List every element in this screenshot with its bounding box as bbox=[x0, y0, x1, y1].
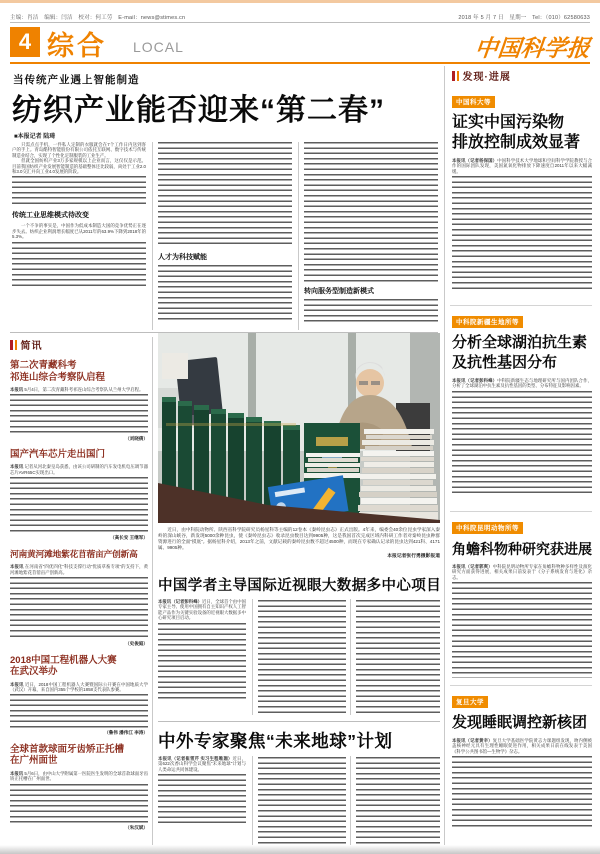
article-a-column-1 bbox=[158, 599, 246, 715]
brief-title: 在武汉举办 bbox=[10, 666, 58, 678]
brief-signature: （刘晓倩） bbox=[125, 435, 148, 441]
brief-signature: （鲁伟 潘伟江 李涛） bbox=[104, 729, 148, 735]
column-rule bbox=[252, 599, 253, 715]
briefs-column bbox=[10, 337, 148, 831]
brief-title: 河南黄河滩地紫花苜蓿亩产创新高 bbox=[10, 548, 138, 559]
article-b-column-1 bbox=[158, 756, 246, 846]
brief-item bbox=[10, 360, 148, 442]
body-text-greeked bbox=[158, 623, 246, 699]
page-number-badge: 4 bbox=[10, 27, 40, 57]
lead-headline: 纺织产业能否迎来“第二春” bbox=[12, 94, 385, 127]
body-text-greeked bbox=[10, 784, 148, 824]
rail-headline: 发现睡眠调控新核团 bbox=[452, 714, 588, 731]
brief-lead: 记者从河北秦皇岛获悉，由该公司研制的汽车发电机电压调节器芯片AVR65C实现出口。 bbox=[10, 464, 148, 475]
top-accent-strip bbox=[0, 0, 600, 3]
body-text-greeked bbox=[10, 694, 148, 728]
brief-item bbox=[10, 655, 148, 736]
briefs-header-label: 简讯 bbox=[20, 341, 43, 352]
article-a-column-3 bbox=[356, 600, 440, 714]
rail-lead: 中国科学技术大学地球和空间科学学院教授与合作的国际团队发现，美国氮氧化物排放下降速度自2011年以来大幅减缓。 bbox=[452, 158, 592, 174]
lead-column-3 bbox=[304, 142, 438, 330]
brief-lead-label: 本报讯 bbox=[10, 770, 24, 776]
article-b-column-2 bbox=[258, 757, 346, 845]
article-a-column-2 bbox=[258, 600, 346, 714]
rail-headline: 证实中国污染物 bbox=[452, 114, 565, 131]
rail-divider bbox=[444, 66, 445, 846]
red-bar-icon bbox=[452, 71, 455, 81]
body-text-greeked bbox=[10, 394, 148, 434]
brief-lead: 在河南省“四优四化”科技支撑行动“优质草畜专项”的支持下，黄河滩地紫花苜蓿亩产创新高。 bbox=[10, 564, 148, 575]
red-bar-icon bbox=[10, 340, 13, 350]
article-b-headline: 中外专家聚焦“未来地球”计划 bbox=[158, 731, 393, 751]
news-photo bbox=[158, 333, 440, 523]
rail-section bbox=[452, 691, 592, 830]
column-rule bbox=[252, 756, 253, 846]
body-text-greeked bbox=[12, 242, 146, 288]
rail-headline: 排放控制成效显著 bbox=[452, 134, 581, 151]
body-text-greeked bbox=[10, 477, 148, 533]
section-title-cn: 综合 bbox=[47, 31, 107, 61]
header-divider bbox=[10, 22, 590, 23]
brief-title: 全球首款球面牙齿矫正托槽 bbox=[10, 743, 125, 755]
body-text-greeked bbox=[158, 265, 292, 323]
column-rule bbox=[298, 142, 299, 330]
rail-lead-label: 本报讯（记者郭爽） bbox=[452, 564, 493, 569]
rail-rule bbox=[450, 511, 592, 512]
rail-badge: 中科院昆明动物所等 bbox=[452, 522, 523, 534]
body-text-greeked bbox=[158, 142, 292, 248]
brief-lead: 近日，2018中国工程机器人大赛暨国际公开赛在中国地质大学（武汉）开幕，来自国内355个学校的1858支代表队参赛。 bbox=[10, 681, 148, 692]
date-line: 2018 年 5 月 7 日 星期一 Tel：（010）62580633 bbox=[458, 15, 590, 21]
brief-signature: （高长安 王继军） bbox=[109, 534, 148, 540]
brief-item bbox=[10, 449, 148, 541]
page-bottom-edge bbox=[0, 845, 600, 854]
column-rule bbox=[350, 756, 351, 846]
rail-lead: 中科院新疆生态与地理研究所与国内团队合作，分析了全球湖泊中抗生素及抗性基因的类型、分布特征及影响因素。 bbox=[452, 378, 592, 389]
rail-rule bbox=[450, 305, 592, 306]
lead-column-1 bbox=[12, 142, 146, 330]
column-rule bbox=[350, 599, 351, 715]
brief-title: 国产汽车芯片走出国门 bbox=[10, 448, 106, 460]
brief-lead: 5月4日，第二次青藏科考祁连山综合考察队从兰州大学启程。 bbox=[23, 387, 144, 392]
article-b-lead: 近日，第622次香山科学会议聚焦“未来地球”计划与人类命运共同体建设。 bbox=[158, 756, 246, 772]
body-text-greeked bbox=[452, 582, 592, 678]
masthead-rule bbox=[10, 62, 590, 64]
lead-byline: ■本报记者 陆琦 bbox=[14, 134, 56, 140]
brief-item bbox=[10, 744, 148, 831]
column-rule bbox=[152, 142, 153, 330]
brief-title: 第二次青藏科考 bbox=[10, 360, 77, 371]
article-b-column-3 bbox=[356, 757, 440, 845]
rail-badge: 中国科大等 bbox=[452, 96, 495, 108]
brief-title: 祁连山综合考察队启程 bbox=[10, 371, 106, 383]
lead-subhead-1: 传统工业思维模式待改变 bbox=[12, 212, 89, 220]
brief-title: 2018中国工程机器人大赛 bbox=[10, 654, 117, 666]
photo-credit: 本报记者张行勇摄影报道 bbox=[387, 554, 440, 559]
section-divider bbox=[158, 721, 440, 722]
rail-badge: 复旦大学 bbox=[452, 696, 488, 708]
orange-bar-icon bbox=[457, 71, 459, 81]
body-text-greeked bbox=[452, 176, 592, 292]
newspaper-logo: 中国科学报 bbox=[473, 35, 592, 62]
rail-lead: 复旦大学基础医学院黄志力课题组发现，吻内侧被盖核神经元具有生理性睡眠促进作用，相关成果日前在线发表于美国《科学公共图书馆—生物学》杂志。 bbox=[452, 738, 592, 754]
rail-section bbox=[452, 311, 592, 493]
rail-headline: 分析全球湖泊抗生素 bbox=[452, 334, 588, 351]
briefs-header bbox=[10, 337, 148, 352]
rail-headline: 角蟾科物种研究获进展 bbox=[452, 541, 592, 557]
brief-lead-label: 本报讯 bbox=[10, 464, 24, 470]
brief-lead: 5月6日，由中山大学附属第一医院医生发明的全球首款球面牙齿矫正托槽在广州面世。 bbox=[10, 770, 148, 782]
rail-header bbox=[452, 68, 592, 83]
rail-headline: 及抗性基因分布 bbox=[452, 354, 558, 371]
brief-signature: （史俊庭） bbox=[125, 640, 148, 646]
photo-illustration bbox=[158, 333, 440, 523]
rail-lead: 中科院昆明动物所专家在角蟾科物种多样性及演化研究方面获得进展，相关成果日前发表于《分子系统发育与进化》杂志。 bbox=[452, 564, 592, 580]
brief-signature: （朱汉斌） bbox=[125, 825, 148, 831]
editors-line: 主编：肖洁 编辑：闫洁 校对：何工劳 E-mail：news@stimes.cn bbox=[10, 15, 186, 21]
brief-lead-label: 本报讯 bbox=[10, 387, 24, 392]
lead-column-2 bbox=[158, 142, 292, 330]
section-title-en: LOCAL bbox=[133, 39, 184, 55]
rail-section bbox=[452, 91, 592, 292]
body-text-greeked bbox=[304, 142, 438, 282]
column-rule bbox=[152, 337, 153, 847]
lead-kicker: 当传统产业遇上智能制造 bbox=[13, 74, 140, 86]
rail-lead-label: 本报讯（记者彭科峰） bbox=[452, 378, 498, 383]
body-text-greeked bbox=[12, 176, 146, 206]
rail-lead-label: 本报讯（记者杨保国） bbox=[452, 158, 498, 163]
lead-paragraph-3: 一个不争的事实是，中国作为低成本制造大国的竞争优势正在逐步失去。纺织企业利润增长幅度已从2011年的63.9%下降到2018年的5.3%。 bbox=[12, 223, 146, 240]
rail-lead-label: 本报讯（记者黄辛） bbox=[452, 738, 493, 743]
brief-title: 在广州面世 bbox=[10, 755, 58, 767]
brief-item bbox=[10, 549, 148, 647]
rail-section bbox=[452, 517, 592, 678]
article-a-headline: 中国学者主导国际近视眼大数据多中心项目 bbox=[158, 578, 442, 594]
brief-lead-label: 本报讯 bbox=[10, 564, 24, 570]
body-text-greeked bbox=[10, 577, 148, 639]
lead-paragraph-2: 但就全国纺织产业3万多家规模以上企业而言，这仅仅是示范。目前我国纺织产业发展智能制造的基础整体还比较弱，尚处于工业2.0和3.0交汇并向工业4.0发展的阶段。 bbox=[12, 158, 146, 175]
article-b-lead-label: 本报讯（记者崔雪芹 实习生程唯珈） bbox=[158, 756, 233, 761]
rail-badge: 中科院新疆生地所等 bbox=[452, 316, 523, 328]
lead-subhead-2: 人才为科技赋能 bbox=[158, 254, 207, 261]
lead-subhead-3: 转向服务型制造新模式 bbox=[304, 288, 374, 295]
body-text-greeked bbox=[158, 774, 246, 826]
article-a-lead: 近日，全球首个由中国专家主导、使用中国拥有自主知识产权人工智能产品作为关键实验设备的近视眼大数据多中心研究项目启动。 bbox=[158, 599, 246, 621]
body-text-greeked bbox=[452, 391, 592, 493]
rail-header-label: 发现·进展 bbox=[462, 72, 511, 83]
brief-lead-label: 本报讯 bbox=[10, 681, 24, 687]
photo-caption-block bbox=[158, 527, 440, 559]
photo-caption: 近日，由中科院动物所、陕西省科学院研究员杨星科等主编的12卷本《秦岭昆虫志》正式出版。4年来，编委会40余位昆虫学家深入秦岭的深山峡谷，新发现5000余种昆虫，使《秦岭昆虫志》收录昆虫数目达到9905种，这是我国首次完成区域内科研工作者对秦岭昆虫种群资源进行的全面“摸底”。据杨星科介绍，2013年之前，文献记载的秦岭昆虫数不超过4500种，而现在专家确认记录的昆虫达到421科、4171属、9905种。 bbox=[158, 527, 440, 550]
rail-rule bbox=[450, 685, 592, 686]
orange-bar-icon bbox=[15, 340, 17, 350]
body-text-greeked bbox=[452, 756, 592, 830]
lead-paragraph-1: 只需点点手机，一件私人定制的衣服就会在7个工作日内送到客户的手上。青岛酷特智能股份有限公司依托互联网、数字技术与传统制造业结合，实现了个性化定制服装的工业生产。 bbox=[12, 142, 146, 158]
article-a-lead-label: 本报讯（记者彭科峰） bbox=[158, 599, 202, 604]
body-text-greeked bbox=[304, 299, 438, 325]
